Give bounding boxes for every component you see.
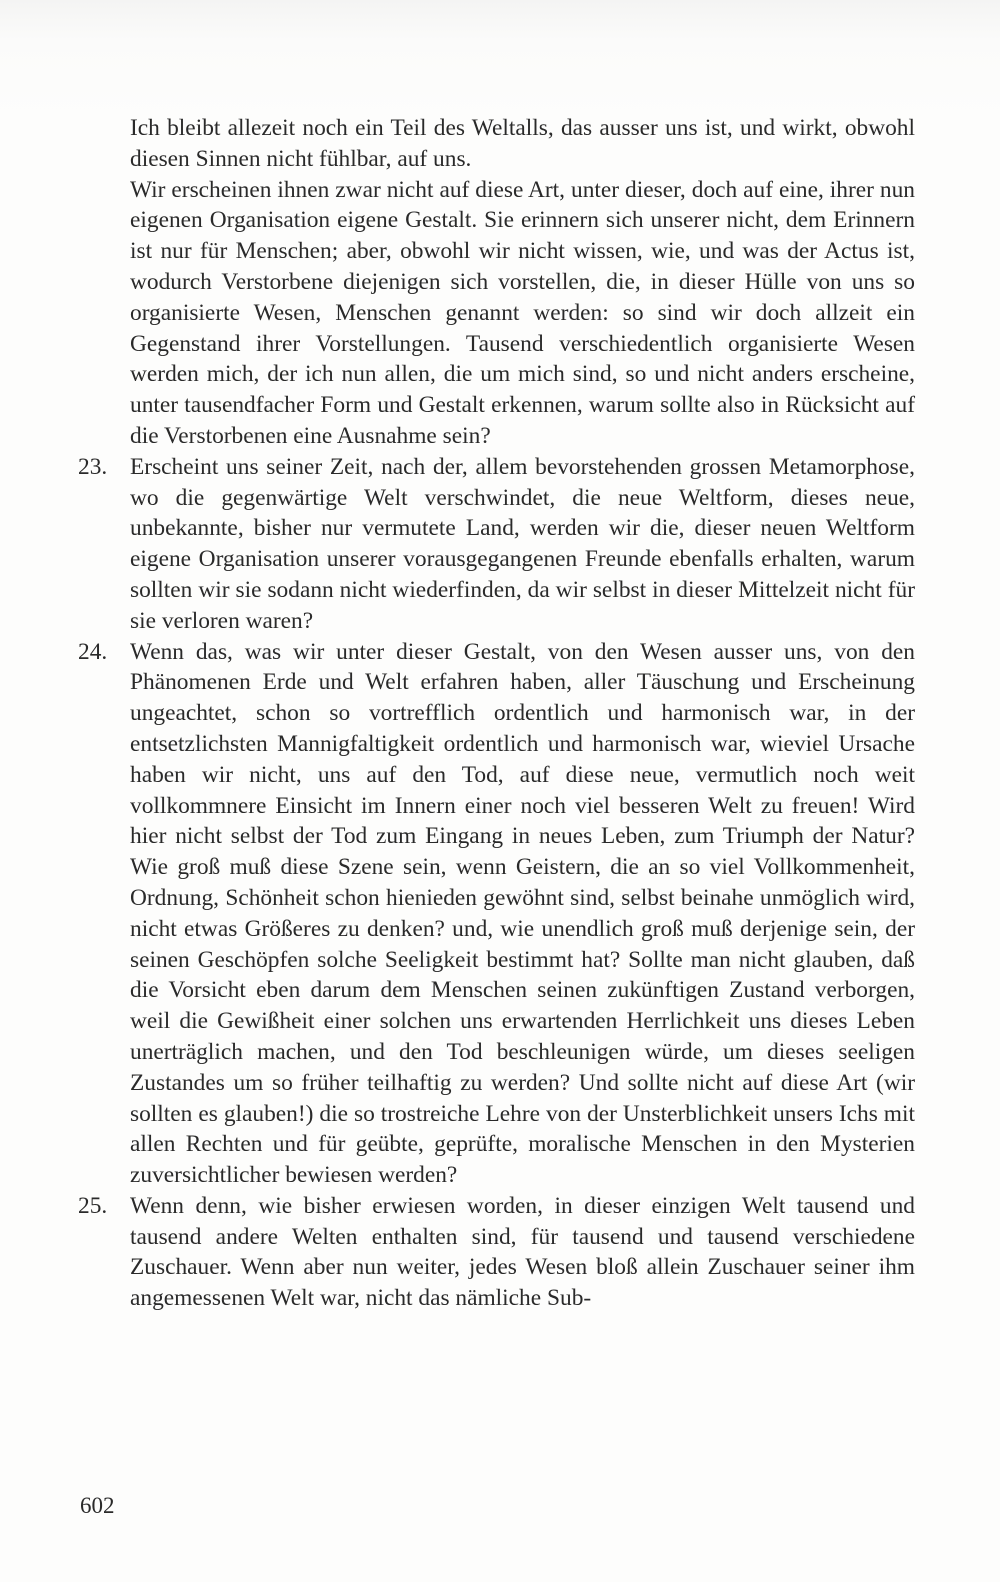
paragraph-25	[80, 1191, 915, 1314]
paragraph-number: 23.	[78, 453, 108, 480]
paragraph-24	[80, 637, 915, 1191]
paragraph-continuation	[80, 113, 915, 175]
paragraph-unnumbered	[80, 175, 915, 452]
paragraph-text: Wenn das, was wir unter dieser Gestalt, von den Wesen ausser uns, von den Phänomenen Erde und Welt erfahren haben, aller Täuschung und Erscheinung ungeachtet, schon so vortrefflich ordentlich und harmonisch war, in der entsetzlichsten Mannigfaltigkeit ordentlich und harmonisch war, wieviel Ursache haben wir nicht, uns auf den Tod, auf diese neue, vermutlich noch weit vollkommnere Einsicht im Innern einer noch viel besseren Welt zu freuen! Wird hier nicht selbst der Tod zum Eingang in neues Leben, zum Triumph der Natur? Wie groß muß diese Szene sein, wenn Geistern, die an so viel Vollkommenheit, Ordnung, Schönheit schon hienieden gewöhnt sind, selbst beinahe unmöglich wird, nicht etwas Größeres zu denken? und, wie unendlich groß muß derjenige sein, der seinen Geschöpfen solche Seeligkeit bestimmt hat? Sollte man nicht glauben, daß die Vorsicht eben darum dem Menschen seinen zukünftigen Zustand verborgen, weil die Gewißheit einer solchen uns erwartenden Herrlichkeit uns dieses Leben unerträglich machen, und den Tod beschleunigen würde, um dieses seeligen Zustandes um so früher teilhaftig zu werden? Und sollte nicht auf diese Art (wir sollten es glauben!) die so trostreiche Lehre von der Unsterblichkeit unsers Ichs mit allen Rechten und für geübte, geprüfte, moralische Menschen in den Mysterien zuversichtlicher bewiesen werden?	[130, 638, 915, 1189]
body-text	[80, 113, 915, 1314]
paragraph-text: Ich bleibt allezeit noch ein Teil des Weltalls, das ausser uns ist, und wirkt, obwohl diesen Sinnen nicht fühlbar, auf uns.	[130, 115, 915, 172]
page-number: 602	[80, 1493, 115, 1518]
paragraph-text: Erscheint uns seiner Zeit, nach der, allem bevorstehenden grossen Metamorphose, wo die gegenwärtige Welt verschwindet, die neue Weltform, dieses neue, unbekannte, bisher nur vermutete Land, werden wir die, dieser neuen Weltform eigene Organisation unserer vorausgegangenen Freunde ebenfalls erhalten, warum sollten wir sie sodann nicht wiederfinden, da wir selbst in dieser Mittelzeit nicht für sie verloren waren?	[130, 453, 915, 634]
paragraph-text: Wenn denn, wie bisher erwiesen worden, in dieser einzigen Welt tausend und tausend andere Welten enthalten sind, für tausend und tausend verschiedene Zuschauer. Wenn aber nun weiter, jedes Wesen bloß allein Zuschauer seiner ihm angemessenen Welt war, nicht das nämliche Sub-	[130, 1192, 915, 1312]
paragraph-number: 24.	[78, 638, 108, 665]
paragraph-number: 25.	[78, 1192, 108, 1219]
paragraph-text: Wir erscheinen ihnen zwar nicht auf diese Art, unter dieser, doch auf eine, ihrer nun eigenen Organisation eigene Gestalt. Sie erinnern sich unserer nicht, dem Erinnern ist nur für Menschen; aber, obwohl wir nicht wissen, wie, und was der Actus ist, wodurch Verstorbene diejenigen sich vorstellen, die, in dieser Hülle von uns so organisierte Wesen, Menschen genannt werden: so sind wir doch allzeit ein Gegenstand ihrer Vorstellungen. Tausend verschiedentlich organisierte Wesen werden mich, der ich nun allen, die um mich sind, so und nicht anders erscheine, unter tausendfacher Form und Gestalt erkennen, warum sollte also in Rücksicht auf die Verstorbenen eine Ausnahme sein?	[130, 176, 915, 449]
paragraph-23	[80, 452, 915, 637]
